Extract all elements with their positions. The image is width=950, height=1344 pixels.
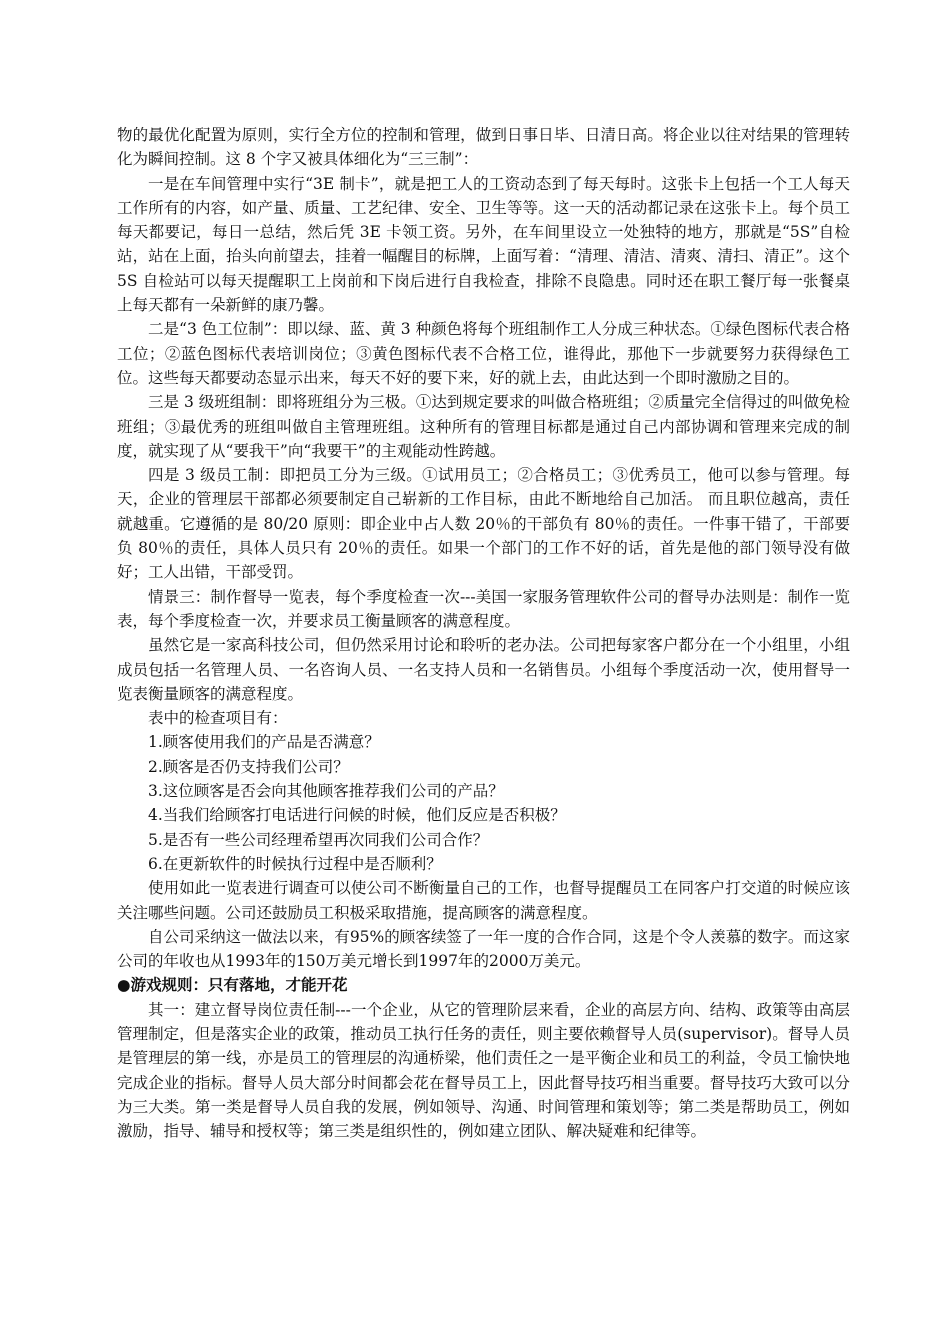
paragraph-continuation: 物的最优化配置为原则，实行全方位的控制和管理，做到日事日毕、日清日高。将企业以往对结果的管理转化为瞬间控制。这 8 个字又被具体细化为“三三制”： [117, 126, 850, 169]
checklist-intro: 表中的检查项目有： [148, 709, 288, 728]
paragraph-supervisor-duty: 其一：建立督导岗位责任制---一个企业，从它的管理阶层来看，企业的高层方向、结构、政策等由高层管理制定，但是落实企业的政策，推动员工执行任务的责任，则主要依赖督导人员(supervisor)。督导人员是管理层的第一线，亦是员工的管理层的沟通桥梁，他们责任之一是平衡企业和员工的利益，令员工愉快地完成企业的指标。督导人员大部分时间都会花在督导员工上，因此督导技巧相当重要。督导技巧大致可以分为三大类。第一类是督导人员自我的发展，例如领导、沟通、时间管理和策划等；第二类是帮助员工，例如激励，指导、辅导和授权等；第三类是组织性的，例如建立团队、解决疑难和纪律等。 [117, 1000, 850, 1141]
section-heading: ●游戏规则：只有落地，才能开花 [117, 975, 348, 995]
checklist-item: 1.顾客使用我们的产品是否满意？ [148, 733, 380, 752]
checklist-item: 5.是否有一些公司经理希望再次同我们公司合作？ [148, 830, 489, 849]
checklist-item: 4.当我们给顾客打电话进行问候的时候，他们反应是否积极？ [148, 806, 566, 825]
paragraph-3-level-staff: 四是 3 级员工制：即把员工分为三级。①试用员工；②合格员工；③优秀员工，他可以参与管理。每天，企业的管理层干部都必须要制定自己崭新的工作目标，由此不断地给自己加活。 而且职位越高，责任就越重。它遵循的是 80/20 原则：即企业中占人数 20％的干部负有 80％的责任。一件事干错了，干部要负 80％的责任，具体人员只有 20％的责任。如果一个部门的工作不好的话，首先是他的部门领导没有做好；工人出错，干部受罚。 [117, 466, 850, 582]
paragraph-results: 自公司采纳这一做法以来，有95%的顾客续签了一年一度的合作合同，这是个令人羡慕的数字。而这家公司的年收也从1993年的150万美元增长到1997年的2000万美元。 [117, 927, 850, 971]
checklist-item: 6.在更新软件的时候执行过程中是否顺利？ [148, 854, 442, 873]
paragraph-3-color: 二是“3 色工位制”：即以绿、蓝、黄 3 种颜色将每个班组制作工人分成三种状态。①绿色图标代表合格工位；②蓝色图标代表培训岗位；③黄色图标代表不合格工位，谁得此，那他下一步就要努力获得绿色工位。这些每天都要动态显示出来，每天不好的要下来，好的就上去，由此达到一个即时激励之目的。 [117, 320, 850, 387]
checklist-item: 2.顾客是否仍支持我们公司？ [148, 757, 349, 776]
paragraph-checklist-usage: 使用如此一览表进行调查可以使公司不断衡量自己的工作，也督导提醒员工在同客户打交道的时候应该关注哪些问题。公司还鼓励员工积极采取措施，提高顾客的满意程度。 [117, 879, 850, 922]
paragraph-tech-company: 虽然它是一家高科技公司，但仍然采用讨论和聆听的老办法。公司把每家客户都分在一个小组里，小组成员包括一名管理人员、一名咨询人员、一名支持人员和一名销售员。小组每个季度活动一次，使用督导一览表衡量顾客的满意程度。 [117, 636, 850, 703]
paragraph-3-level-team: 三是 3 级班组制：即将班组分为三极。①达到规定要求的叫做合格班组；②质量完全信得过的叫做免检班组；③最优秀的班组叫做自主管理班组。这种所有的管理目标都是通过自己内部协调和管理来完成的制度，就实现了从“要我干”向“我要干”的主观能动性跨越。 [117, 393, 850, 460]
paragraph-scenario-three: 情景三：制作督导一览表，每个季度检查一次---美国一家服务管理软件公司的督导办法则是：制作一览表，每个季度检查一次，并要求员工衡量顾客的满意程度。 [117, 587, 850, 630]
paragraph-3e-card: 一是在车间管理中实行“3E 制卡”，就是把工人的工资动态到了每天每时。这张卡上包括一个工人每天工作所有的内容，如产量、质量、工艺纪律、安全、卫生等等。这一天的活动都记录在这张卡上。每个员工每天都要记，每日一总结，然后凭 3E 卡领工资。另外，在车间里设立一处独特的地方，那就是“5S”自检站，站在上面，抬头向前望去，挂着一幅醒目的标牌，上面写着：“清理、清洁、清爽、清扫、清正”。这个 5S 自检站可以每天提醒职工上岗前和下岗后进行自我检查，排除不良隐患。同时还在职工餐厅每一张餐桌上每天都有一朵新鲜的康乃馨。 [117, 174, 850, 315]
checklist-item: 3.这位顾客是否会向其他顾客推荐我们公司的产品？ [148, 782, 504, 801]
document-body [117, 123, 850, 1143]
